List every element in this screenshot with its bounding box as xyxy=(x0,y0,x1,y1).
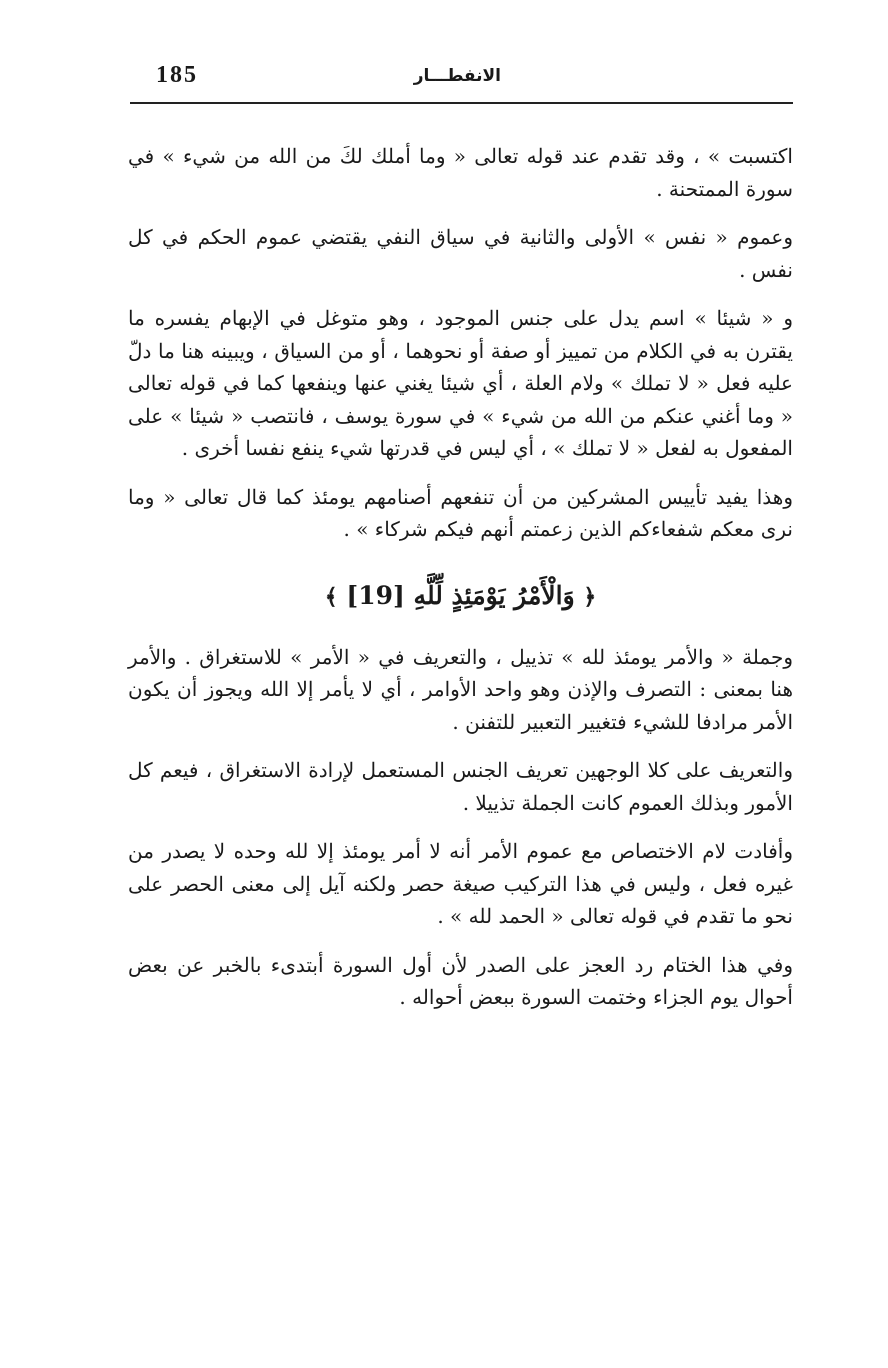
running-title: الانفطـــار xyxy=(413,66,501,86)
paragraph: وفي هذا الختام رد العجز على الصدر لأن أول السورة أبتدىء بالخبر عن بعض أحوال يوم الجزاء وختمت السورة ببعض أحواله . xyxy=(128,952,793,1009)
paragraph: وعموم « نفس » الأولى والثانية في سياق النفي يقتضي عموم الحكم في كل نفس . xyxy=(128,225,793,282)
verse-number: [19] xyxy=(346,580,405,610)
paragraph: اكتسبت » ، وقد تقدم عند قوله تعالى « وما أملك لكَ من الله من شيء » في سورة الممتحنة . xyxy=(128,144,793,201)
verse-ornament-open: ﴿ xyxy=(583,583,597,610)
page-number: 185 xyxy=(156,62,198,88)
verse-ornament-close: ﴾ xyxy=(324,583,338,610)
paragraph: والتعريف على كلا الوجهين تعريف الجنس المستعمل لإرادة الاستغراق ، فيعم كل الأمور وبذلك العموم كانت الجملة تذييلا . xyxy=(128,758,793,815)
paragraph: و « شيئا » اسم يدل على جنس الموجود ، وهو متوغل في الإبهام يفسره ما يقترن به في الكلام من تمييز أو صفة أو نحوهما ، أو من السياق ، ويبينه هنا ما دلّ عليه فعل « لا تملك » ولام العلة ، أي شيئا يغني عنها وينفعها كما في قوله تعالى « وما أغني عنكم من الله من شيء » في سورة يوسف ، فانتصب « شيئا » على المفعول به لفعل « لا تملك » ، أي ليس في قدرتها شيء ينفع نفسا أخرى . xyxy=(128,306,793,460)
verse-text: وَالْأَمْرُ يَوْمَئِذٍ لِّلَّهِ xyxy=(413,580,575,610)
page-header xyxy=(130,58,793,98)
header-rule xyxy=(130,102,793,104)
verse-heading xyxy=(128,574,793,619)
paragraph: وأفادت لام الاختصاص مع عموم الأمر أنه لا أمر يومئذ إلا لله وحده لا يصدر من غيره فعل ، وليس في هذا التركيب صيغة حصر ولكنه آيل إلى معنى الحصر على نحو ما تقدم في قوله تعالى « الحمد لله » . xyxy=(128,839,793,928)
body-text xyxy=(128,140,793,1030)
paragraph: وجملة « والأمر يومئذ لله » تذييل ، والتعريف في « الأمر » للاستغراق . والأمر هنا بمعنى : التصرف والإذن وهو واحد الأوامر ، أي لا يأمر إلا الله ويجوز أن يكون الأمر مرادفا للشيء فتغيير التعبير للتفنن . xyxy=(128,644,793,734)
paragraph: وهذا يفيد تأييس المشركين من أن تنفعهم أصنامهم يومئذ كما قال تعالى « وما نرى معكم شفعاءكم الذين زعمتم أنهم فيكم شركاء » . xyxy=(128,484,793,541)
